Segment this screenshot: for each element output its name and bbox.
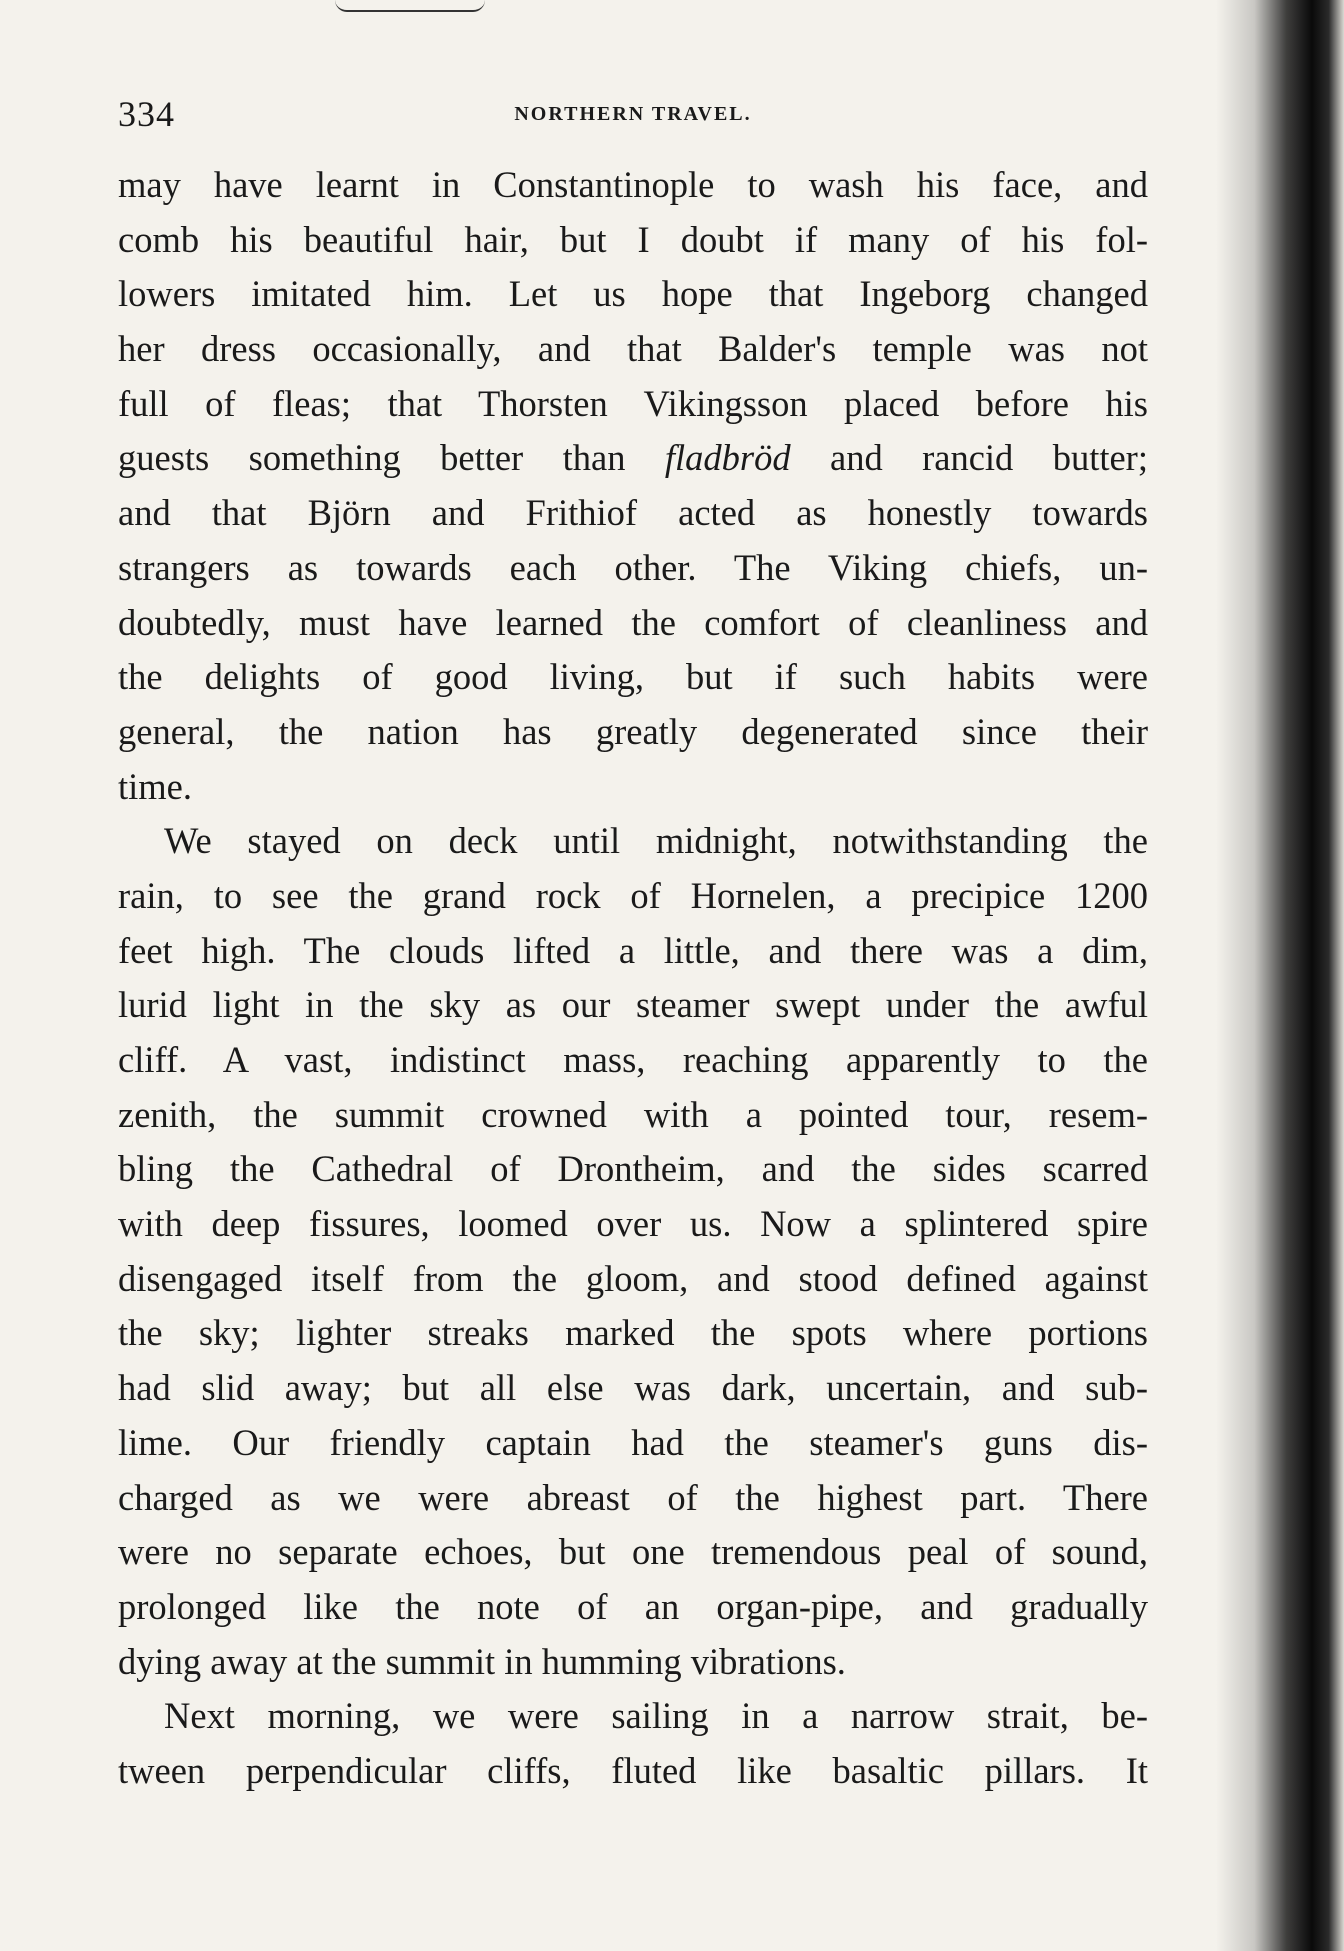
text-line: the sky; lighter streaks marked the spots where portions	[118, 1312, 1148, 1354]
text-line: general, the nation has greatly degenerated since their	[118, 710, 1148, 752]
text-line: disengaged itself from the gloom, and stood defined against	[118, 1257, 1148, 1299]
text-line: had slid away; but all else was dark, uncertain, and sub-	[118, 1367, 1148, 1409]
text-line: strangers as towards each other. The Viking chiefs, un-	[118, 546, 1148, 588]
text-line: bling the Cathedral of Drontheim, and the sides scarred	[118, 1148, 1148, 1190]
top-rule-decoration	[335, 0, 485, 12]
book-gutter-shadow	[1216, 0, 1344, 1951]
text-line: charged as we were abreast of the highest part. There	[118, 1476, 1148, 1518]
text-line: feet high. The clouds lifted a little, and there was a dim,	[118, 929, 1148, 971]
running-head: NORTHERN TRAVEL.	[514, 103, 752, 125]
text-line: doubtedly, must have learned the comfort of cleanliness and	[118, 601, 1148, 643]
text-line: may have learnt in Constantinople to wash his face, and	[118, 164, 1148, 205]
text-line: tween perpendicular cliffs, fluted like basaltic pillars. It	[118, 1749, 1148, 1791]
page-header	[118, 92, 1148, 136]
text-line: prolonged like the note of an organ-pipe, and gradually	[118, 1585, 1148, 1627]
text-line: with deep fissures, loomed over us. Now a splintered spire	[118, 1203, 1148, 1245]
text-line: lowers imitated him. Let us hope that Ingeborg changed	[118, 273, 1148, 315]
text-line: Next morning, we were sailing in a narrow strait, be-	[164, 1695, 1148, 1737]
text-line: full of fleas; that Thorsten Vikingsson placed before his	[118, 382, 1148, 424]
text-line: lime. Our friendly captain had the steamer's guns dis-	[118, 1421, 1148, 1463]
text-line: her dress occasionally, and that Balder's temple was not	[118, 328, 1148, 370]
text-line: rain, to see the grand rock of Hornelen, a precipice 1200	[118, 874, 1148, 916]
text-line: lurid light in the sky as our steamer swept under the awful	[118, 984, 1148, 1026]
italic-word: fladbröd	[664, 437, 791, 479]
text-line: time.	[118, 765, 192, 807]
body-text	[118, 158, 1148, 1799]
text-line: were no separate echoes, but one tremendous peal of sound,	[118, 1531, 1148, 1573]
text-line: the delights of good living, but if such habits were	[118, 656, 1148, 698]
text-line: guests something better than fladbröd and rancid butter;	[118, 437, 1148, 479]
text-line: We stayed on deck until midnight, notwithstanding the	[164, 820, 1148, 862]
text-line: dying away at the summit in humming vibrations.	[118, 1640, 846, 1682]
page-number: 334	[118, 94, 175, 134]
text-line: comb his beautiful hair, but I doubt if many of his fol-	[118, 218, 1148, 260]
text-line: zenith, the summit crowned with a pointed tour, resem-	[118, 1093, 1148, 1135]
text-line: and that Björn and Frithiof acted as honestly towards	[118, 492, 1148, 534]
text-line: cliff. A vast, indistinct mass, reaching apparently to the	[118, 1039, 1148, 1080]
